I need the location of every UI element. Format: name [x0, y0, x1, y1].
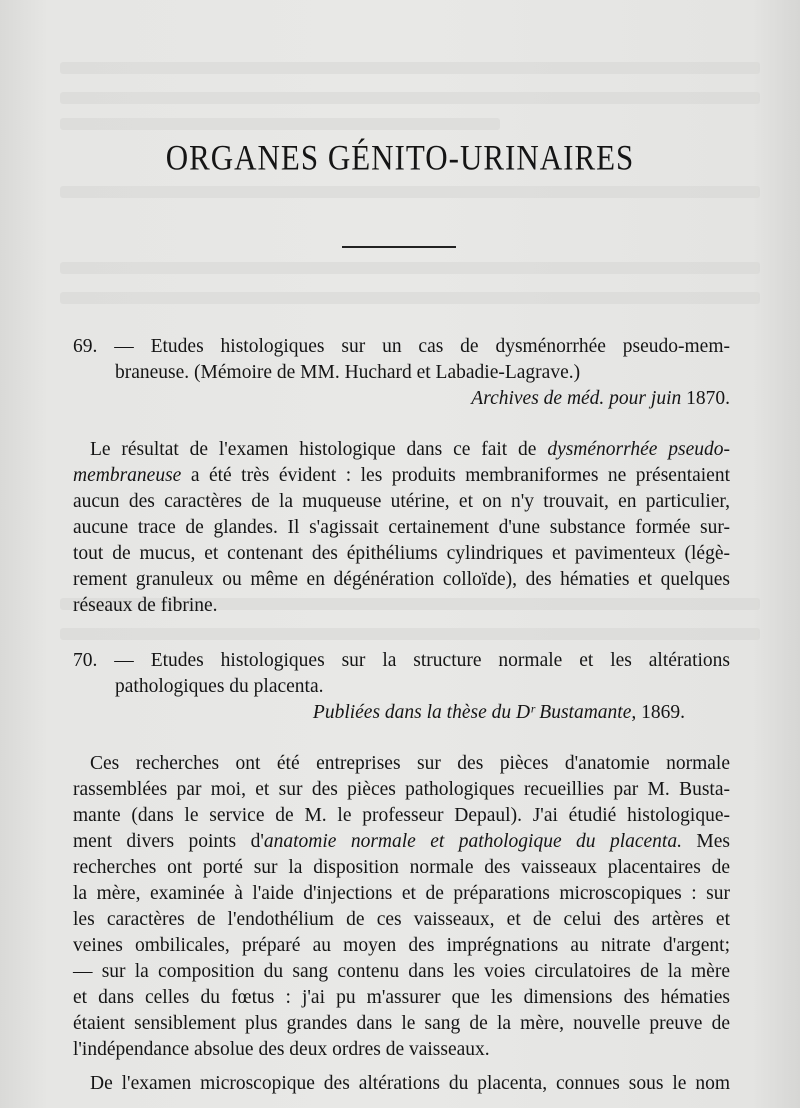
entry-70-next-para-line: De l'examen microscopique des altérations du placenta, connues sous le nom — [90, 1073, 730, 1094]
entry-69-para-line-4: aucune trace de glandes. Il s'agissait certainement d'une substance formée sur- — [73, 517, 730, 538]
entry-69-para-line-5: tout de mucus, et contenant des épithéliums cylindriques et pavimenteux (légè- — [73, 543, 730, 564]
entry-70-source-thesis: Publiées dans la thèse du Dʳ Bustamante, — [312, 702, 637, 723]
bleed-through — [60, 292, 760, 304]
entry-70-source — [180, 700, 685, 726]
entry-70-title-line-2: pathologiques du placenta. — [115, 676, 324, 697]
bleed-through — [60, 118, 500, 130]
entry-69-title-line-1: 69. — Etudes histologiques sur un cas de dysménorrhée pseudo-mem- — [73, 336, 730, 357]
entry-69-para-line-2 — [73, 463, 730, 489]
text-span: Mes — [696, 831, 730, 852]
entry-69-title-line-2: braneuse. (Mémoire de MM. Huchard et Labadie-Lagrave.) — [115, 362, 581, 383]
entry-70-para-line-7: les caractères de l'endothélium de ces vaisseaux, et de celui des artères et — [73, 909, 730, 930]
entry-69-source-journal: Archives de méd. pour juin — [471, 388, 682, 409]
entry-69-para-line-3: aucun des caractères de la muqueuse utérine, et on n'y trouvait, en particulier, — [73, 491, 730, 512]
entry-70-title-line-1: 70. — Etudes histologiques sur la structure normale et les altérations — [73, 650, 730, 671]
entry-69-source — [200, 386, 730, 412]
divider-rule — [342, 246, 456, 248]
entry-70-para-line-11: étaient sensiblement plus grandes dans le sang de la mère, nouvelle preuve de — [73, 1013, 730, 1034]
entry-70-para-line-9: — sur la composition du sang contenu dans les voies circulatoires de la mère — [73, 961, 730, 982]
text-span: ment divers points d' — [73, 831, 264, 852]
bleed-through — [60, 262, 760, 274]
bleed-through — [60, 62, 760, 74]
entry-69-para-line-7: réseaux de fibrine. — [73, 595, 218, 616]
entry-70-para-line-6: la mère, examinée à l'aide d'injections et de préparations microscopiques : sur — [73, 883, 730, 904]
entry-70-para-line-2: rassemblées par moi, et sur des pièces pathologiques recueillies par M. Busta- — [73, 779, 730, 800]
bleed-through — [60, 628, 760, 640]
entry-70-para-line-1: Ces recherches ont été entreprises sur des pièces d'anatomie normale — [90, 753, 730, 774]
entry-70-para-line-3: mante (dans le service de M. le professeur Depaul). J'ai étudié histologique- — [73, 805, 730, 826]
entry-70-para-line-8: veines ombilicales, préparé au moyen des imprégnations au nitrate d'argent; — [73, 935, 730, 956]
entry-70-source-year: 1869. — [641, 702, 685, 723]
entry-69-source-year: 1870. — [686, 388, 730, 409]
italic-term: membraneuse — [73, 465, 182, 486]
bleed-through — [60, 186, 760, 198]
italic-term: dysménorrhée pseudo- — [547, 439, 731, 460]
entry-69-para-line-6: rement granuleux ou même en dégénération colloïde), des hématies et quelques — [73, 569, 730, 590]
entry-69-para-line-1 — [90, 437, 730, 463]
text-span: a été très évident : les produits membraniformes ne présentaient — [190, 465, 731, 486]
entry-70-para-line-5: recherches ont porté sur la disposition normale des vaisseaux placentaires de — [73, 857, 730, 878]
section-heading: ORGANES GÉNITO-URINAIRES — [165, 137, 635, 178]
entry-70-para-line-4 — [73, 829, 730, 855]
bleed-through — [60, 92, 760, 104]
entry-70-para-line-10: et dans celles du fœtus : j'ai pu m'assurer que les dimensions des hématies — [73, 987, 730, 1008]
entry-70-para-line-12: l'indépendance absolue des deux ordres de vaisseaux. — [73, 1039, 490, 1060]
text-span: Le résultat de l'examen histologique dans ce fait de — [90, 439, 537, 460]
italic-phrase: anatomie normale et pathologique du placenta. — [263, 831, 682, 852]
